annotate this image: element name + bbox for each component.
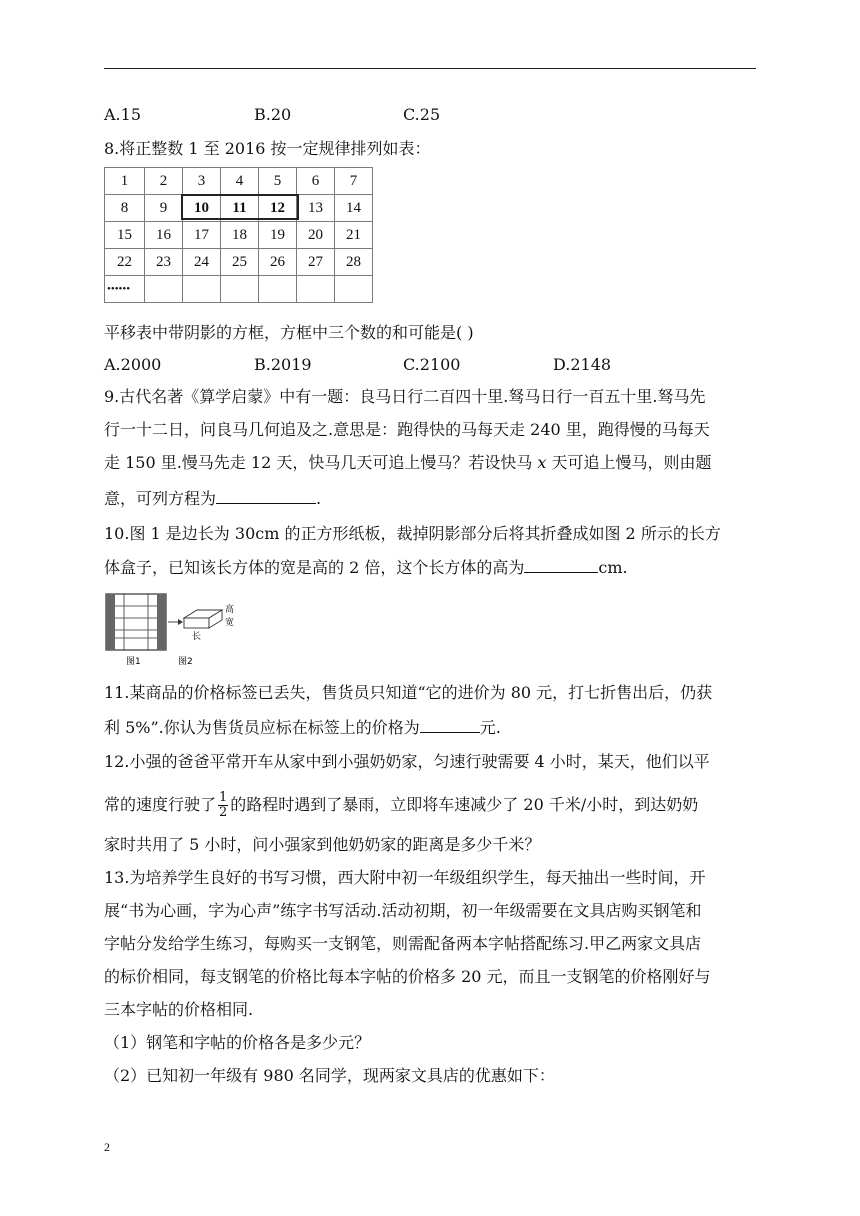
table-cell: 12 <box>259 195 297 222</box>
table-cell: 9 <box>145 195 183 222</box>
table-cell: 27 <box>297 249 335 276</box>
q9-line1: 9.古代名著《算学启蒙》中有一题：良马日行二百四十里.驽马日行一百五十里.驽马先 <box>104 387 706 406</box>
q13-line3: 字帖分发给学生练习，每购买一支钢笔，则需配备两本字帖搭配练习.甲乙两家文具店 <box>104 934 702 953</box>
q13-line1: 13.为培养学生良好的书写习惯，西大附中初一年级组织学生，每天抽出一些时间，开 <box>104 868 706 887</box>
table-cell: 19 <box>259 222 297 249</box>
table-cell <box>221 276 259 303</box>
table-cell: 2 <box>145 168 183 195</box>
table-cell: 7 <box>335 168 373 195</box>
table-cell <box>145 276 183 303</box>
table-cell: 13 <box>297 195 335 222</box>
label-gao: 高 <box>225 605 235 615</box>
page-number: 2 <box>104 1140 110 1154</box>
box-folding-figure <box>104 592 244 668</box>
q11-line2-part-a: 利 5%”.你认为售货员应标在标签上的价格为 <box>104 718 420 737</box>
arrow-head <box>178 619 183 625</box>
q9-line2: 行一十二日，问良马几何追及之.意思是：跑得快的马每天走 240 里，跑得慢的马每天 <box>104 420 710 439</box>
q10-line2 <box>104 556 628 578</box>
table-cell <box>297 276 335 303</box>
q12-line1: 12.小强的爸爸平常开车从家中到小强奶奶家，匀速行驶需要 4 小时，某天，他们以平 <box>104 752 710 771</box>
table-cell: 8 <box>105 195 145 222</box>
q11-line2-part-b: 元. <box>479 718 501 737</box>
table-cell <box>335 276 373 303</box>
label-chang: 长 <box>192 632 202 642</box>
table-cell <box>259 276 297 303</box>
table-cell: 1 <box>105 168 145 195</box>
q13-line5: 三本字帖的价格相同. <box>104 1000 254 1019</box>
highlight-box <box>181 194 299 220</box>
table-cell: 4 <box>221 168 259 195</box>
table-cell: 17 <box>183 222 221 249</box>
table-cell <box>183 276 221 303</box>
figure1-square-board <box>106 594 166 650</box>
fraction-numerator: 1 <box>219 790 228 805</box>
figure2-box <box>184 610 222 628</box>
table-cell: 16 <box>145 222 183 249</box>
table-cell: 21 <box>335 222 373 249</box>
table-cell: 28 <box>335 249 373 276</box>
table-cell: 18 <box>221 222 259 249</box>
q8-question: 平移表中带阴影的方框，方框中三个数的和可能是( ) <box>104 323 474 342</box>
q9-line4-part-b: . <box>316 489 322 508</box>
q10-answer-blank <box>524 556 598 573</box>
q12-line2 <box>104 788 698 822</box>
q10-line1: 10.图 1 是边长为 30cm 的正方形纸板，裁掉阴影部分后将其折叠成如图 2 所示的长方 <box>104 524 721 543</box>
q8-option-b: B.2019 <box>254 355 312 374</box>
q7-option-c: C.25 <box>403 105 441 124</box>
q8-option-d: D.2148 <box>553 355 612 374</box>
q9-answer-blank <box>216 487 316 504</box>
table-cell: 5 <box>259 168 297 195</box>
q9-line4-part-a: 意，可列方程为 <box>104 489 217 508</box>
q7-option-a: A.15 <box>104 105 141 124</box>
q12-line2-part-b: 的路程时遇到了暴雨，立即将车速减少了 20 千米/小时，到达奶奶 <box>230 795 699 814</box>
table-cell: 24 <box>183 249 221 276</box>
q13-line4: 的标价相同，每支钢笔的价格比每本字帖的价格多 20 元，而且一支钢笔的价格刚好与 <box>104 967 711 986</box>
label-fig1: 图1 <box>126 657 141 667</box>
table-cell: 20 <box>297 222 335 249</box>
table-row <box>105 168 373 195</box>
q11-answer-blank <box>420 716 480 733</box>
q9-line3-part-a: 走 150 里.慢马先走 12 天，快马几天可追上慢马？若设快马 <box>104 453 538 472</box>
table-cell: 14 <box>335 195 373 222</box>
q13-sub2: （2）已知初一年级有 980 名同学，现两家文具店的优惠如下： <box>104 1066 555 1085</box>
table-row <box>105 276 373 303</box>
label-kuan: 宽 <box>225 618 235 628</box>
fraction-one-half <box>218 791 228 820</box>
q8-text: 8.将正整数 1 至 2016 按一定规律排列如表： <box>104 139 431 158</box>
label-fig2: 图2 <box>178 657 193 667</box>
table-cell: •••••• <box>105 276 145 303</box>
table-cell: 3 <box>183 168 221 195</box>
table-cell: 10 <box>183 195 221 222</box>
table-cell: 15 <box>105 222 145 249</box>
table-cell: 22 <box>105 249 145 276</box>
table-cell: 26 <box>259 249 297 276</box>
q12-line2-part-a: 常的速度行驶了 <box>104 795 217 814</box>
table-row <box>105 222 373 249</box>
q9-line4 <box>104 487 321 509</box>
q8-option-a: A.2000 <box>104 355 162 374</box>
q13-line2: 展“书为心画，字为心声”练字书写活动.活动初期，初一年级需要在文具店购买钢笔和 <box>104 901 702 920</box>
fraction-denominator: 2 <box>219 805 228 820</box>
table-cell: 6 <box>297 168 335 195</box>
q11-line2 <box>104 716 501 738</box>
q8-option-c: C.2100 <box>403 355 461 374</box>
table-cell: 11 <box>221 195 259 222</box>
q9-variable: x <box>537 453 547 472</box>
table-row <box>105 249 373 276</box>
q10-line2-part-b: cm. <box>598 558 628 577</box>
q13-sub1: （1）钢笔和字帖的价格各是多少元？ <box>104 1033 371 1052</box>
q11-line1: 11.某商品的价格标签已丢失，售货员只知道“它的进价为 80 元，打七折售出后，仍获 <box>104 683 713 702</box>
table-cell: 23 <box>145 249 183 276</box>
q7-option-b: B.20 <box>254 105 292 124</box>
q9-line3 <box>104 453 712 473</box>
number-grid-table <box>104 167 373 303</box>
table-cell: 25 <box>221 249 259 276</box>
q9-line3-part-b: 天可追上慢马，则由题 <box>546 453 712 472</box>
q12-line3: 家时共用了 5 小时，问小强家到他奶奶家的距离是多少千米？ <box>104 835 541 854</box>
q10-line2-part-a: 体盒子，已知该长方体的宽是高的 2 倍，这个长方体的高为 <box>104 558 525 577</box>
header-rule <box>104 68 756 69</box>
